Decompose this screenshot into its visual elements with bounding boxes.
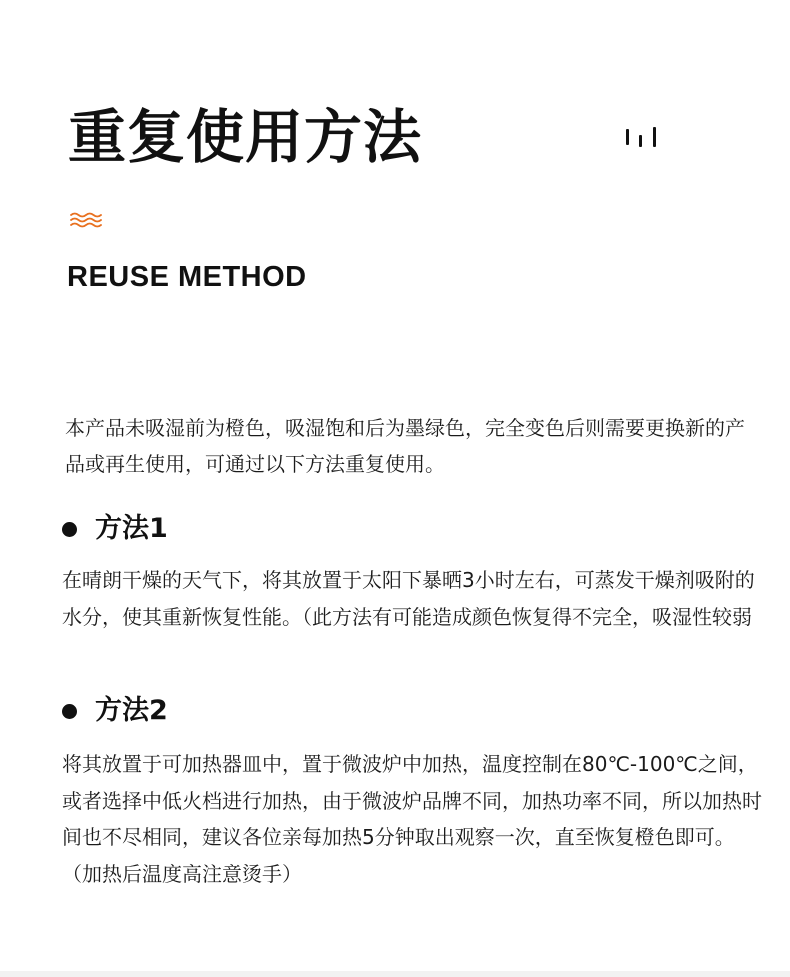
- decorative-tick-marks: [626, 127, 662, 149]
- method-2-title: 方法2: [95, 695, 168, 726]
- bullet-dot-icon: [62, 704, 77, 719]
- method-1-body: 在晴朗干燥的天气下，将其放置于太阳下暴晒3小时左右，可蒸发干燥剂吸附的水分，使其重新恢复性能。（此方法有可能造成颜色恢复得不完全，吸湿性较弱: [62, 568, 755, 629]
- method-2-body: 将其放置于可加热器皿中，置于微波炉中加热，温度控制在80℃-100℃之间，或者选择中低火档进行加热，由于微波炉品牌不同，加热功率不同，所以加热时间也不尽相同，建议各位亲每加热5分钟取出观察一次，直至恢复橙色即可。（加热后温度高注意烫手）: [62, 752, 762, 886]
- method-1-title: 方法1: [95, 513, 168, 544]
- tick-mark: [626, 129, 629, 145]
- page-subtitle: REUSE METHOD: [67, 261, 307, 293]
- method-1-heading: [62, 511, 168, 547]
- bottom-divider: [0, 971, 790, 977]
- method-2-heading: [62, 693, 168, 729]
- bullet-dot-icon: [62, 522, 77, 537]
- tick-mark: [653, 127, 656, 147]
- tick-mark: [639, 135, 642, 147]
- wave-icon: [70, 211, 102, 229]
- page-title: 重复使用方法: [68, 103, 423, 171]
- intro-paragraph: 本产品未吸湿前为橙色，吸湿饱和后为墨绿色，完全变色后则需要更换新的产品或再生使用，可通过以下方法重复使用。: [65, 416, 745, 476]
